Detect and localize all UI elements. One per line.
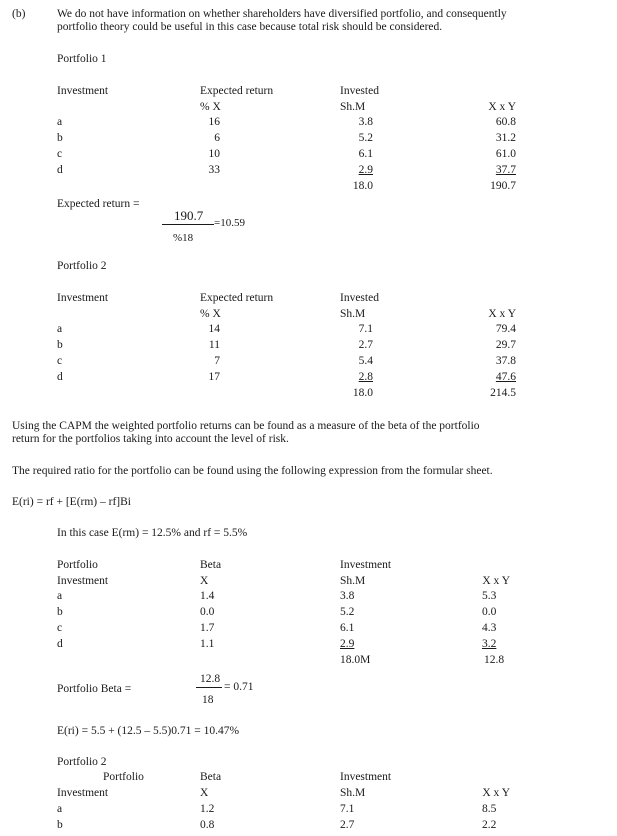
- p2-header-xy: X x Y: [488, 308, 516, 320]
- b2-header-investment2: Investment: [340, 771, 392, 783]
- p1-header-invested: Invested: [340, 85, 379, 97]
- b2-header-portfolio: Portfolio: [103, 771, 144, 783]
- p2-row-b-y: 2.7: [358, 339, 373, 351]
- b2-row-a-xy: 8.5: [482, 803, 497, 815]
- capm-line-1: Using the CAPM the weighted portfolio returns can be found as a measure of the beta of the portfolio: [12, 420, 480, 432]
- p1-header-shm: Sh.M: [340, 101, 366, 113]
- p1-row-b-xy: 31.2: [495, 132, 516, 144]
- portfolio-beta-label: Portfolio Beta =: [57, 683, 132, 695]
- p1-row-b-inv: b: [57, 132, 63, 144]
- p2-row-d-y: 2.8: [358, 371, 373, 383]
- b1-row-c-x: 1.7: [200, 622, 215, 634]
- b1-row-a-x: 1.4: [200, 590, 215, 602]
- portfolio1-expected-return-eq: E(ri) = 5.5 + (12.5 – 5.5)0.71 = 10.47%: [57, 725, 240, 737]
- b1-row-b-y: 5.2: [340, 606, 355, 618]
- b2-header-shm: Sh.M: [340, 787, 366, 799]
- p1-row-a-xy: 60.8: [495, 116, 516, 128]
- b2-header-x: X: [200, 787, 209, 799]
- p1-row-c-xy: 61.0: [495, 148, 516, 160]
- b2-row-b-x: 0.8: [200, 819, 215, 831]
- p2-total-y: 18.0: [352, 387, 373, 399]
- p1-row-b-x: 6: [214, 132, 220, 144]
- portfolio-beta-result: = 0.71: [224, 681, 254, 693]
- b1-header-x: X: [200, 575, 209, 587]
- p1-er-denominator: %18: [173, 232, 194, 244]
- p1-row-a-x: 16: [208, 116, 220, 128]
- p1-er-fraction-bar: [162, 224, 214, 225]
- capm-this-case: In this case E(rm) = 12.5% and rf = 5.5%: [57, 527, 248, 539]
- b2-row-b-y: 2.7: [340, 819, 355, 831]
- p2-row-b-x: 11: [208, 339, 220, 351]
- b1-row-a-y: 3.8: [340, 590, 355, 602]
- capm-formula: E(ri) = rf + [E(rm) – rf]Bi: [12, 496, 131, 508]
- b1-header-investment: Investment: [57, 575, 109, 587]
- p1-header-pct-x: % X: [200, 101, 221, 113]
- b1-row-d-x: 1.1: [200, 638, 215, 650]
- b1-header-investment2: Investment: [340, 559, 392, 571]
- b1-row-c-xy: 4.3: [482, 622, 497, 634]
- b1-total-y: 18.0M: [340, 654, 371, 666]
- p1-er-numerator: 190.7: [174, 208, 204, 223]
- b2-header-beta: Beta: [200, 771, 222, 783]
- portfolio-beta-numerator: 12.8: [200, 673, 221, 685]
- p2-row-a-xy: 79.4: [495, 323, 516, 335]
- p2-header-pct-x: % X: [200, 308, 221, 320]
- p1-total-xy: 190.7: [490, 180, 516, 192]
- p1-row-d-xy: 37.7: [495, 164, 516, 176]
- p2-row-a-inv: a: [57, 323, 63, 335]
- p2-row-c-inv: c: [57, 355, 63, 367]
- p2-row-d-x: 17: [208, 371, 220, 383]
- b1-row-a-xy: 5.3: [482, 590, 497, 602]
- p2-header-invested: Invested: [340, 292, 379, 304]
- p1-header-investment: Investment: [57, 85, 109, 97]
- b1-header-shm: Sh.M: [340, 575, 366, 587]
- p2-row-b-inv: b: [57, 339, 63, 351]
- portfolio-beta-fraction-bar: [196, 687, 222, 688]
- capm-line-3: The required ratio for the portfolio can be found using the following expression from the formular sheet.: [12, 465, 493, 477]
- b2-header-xy: X x Y: [482, 787, 510, 799]
- p1-header-expected-return: Expected return: [200, 85, 274, 97]
- p1-row-d-inv: d: [57, 164, 63, 176]
- p1-row-a-y: 3.8: [358, 116, 373, 128]
- capm-line-2: return for the portfolios taking into account the level of risk.: [12, 433, 289, 445]
- p1-header-xy: X x Y: [488, 101, 516, 113]
- b2-row-b-inv: b: [57, 819, 63, 831]
- p1-row-d-x: 33: [208, 164, 220, 176]
- b1-row-b-xy: 0.0: [482, 606, 497, 618]
- b2-header-investment: Investment: [57, 787, 109, 799]
- b1-header-beta: Beta: [200, 559, 222, 571]
- b2-row-a-y: 7.1: [340, 803, 355, 815]
- b1-row-b-x: 0.0: [200, 606, 215, 618]
- b1-row-c-inv: c: [57, 622, 63, 634]
- p2-header-expected-return: Expected return: [200, 292, 274, 304]
- p1-er-label: Expected return =: [57, 198, 140, 210]
- b2-title: Portfolio 2: [57, 756, 107, 768]
- p2-row-c-xy: 37.8: [495, 355, 516, 367]
- b1-total-xy: 12.8: [484, 654, 505, 666]
- b1-row-d-y: 2.9: [340, 638, 355, 650]
- b2-row-a-inv: a: [57, 803, 63, 815]
- p2-header-investment: Investment: [57, 292, 109, 304]
- b1-header-portfolio: Portfolio: [57, 559, 98, 571]
- b1-row-d-inv: d: [57, 638, 63, 650]
- portfolio1-title: Portfolio 1: [57, 53, 107, 65]
- p2-row-c-x: 7: [214, 355, 220, 367]
- p2-total-xy: 214.5: [490, 387, 516, 399]
- p2-row-a-x: 14: [208, 323, 220, 335]
- b1-row-a-inv: a: [57, 590, 63, 602]
- p2-header-shm: Sh.M: [340, 308, 366, 320]
- part-label: (b): [12, 8, 26, 20]
- p1-er-result: =10.59: [214, 217, 245, 229]
- intro-line-1: We do not have information on whether shareholders have diversified portfolio, and consequently: [57, 8, 507, 20]
- b1-row-c-y: 6.1: [340, 622, 355, 634]
- p1-row-d-y: 2.9: [358, 164, 373, 176]
- p1-row-c-x: 10: [208, 148, 220, 160]
- b2-row-a-x: 1.2: [200, 803, 215, 815]
- p1-total-y: 18.0: [352, 180, 373, 192]
- intro-line-2: portfolio theory could be useful in this case because total risk should be considered.: [57, 21, 443, 33]
- p1-row-a-inv: a: [57, 116, 63, 128]
- p2-row-c-y: 5.4: [358, 355, 373, 367]
- portfolio2-title: Portfolio 2: [57, 260, 107, 272]
- p2-row-d-xy: 47.6: [495, 371, 516, 383]
- b1-row-d-xy: 3.2: [482, 638, 497, 650]
- b1-header-xy: X x Y: [482, 575, 510, 587]
- p2-row-d-inv: d: [57, 371, 63, 383]
- p2-row-a-y: 7.1: [358, 323, 373, 335]
- b2-row-b-xy: 2.2: [482, 819, 497, 831]
- p1-row-c-y: 6.1: [358, 148, 373, 160]
- p1-row-b-y: 5.2: [358, 132, 373, 144]
- p1-row-c-inv: c: [57, 148, 63, 160]
- b1-row-b-inv: b: [57, 606, 63, 618]
- p2-row-b-xy: 29.7: [495, 339, 516, 351]
- portfolio-beta-denominator: 18: [202, 694, 214, 706]
